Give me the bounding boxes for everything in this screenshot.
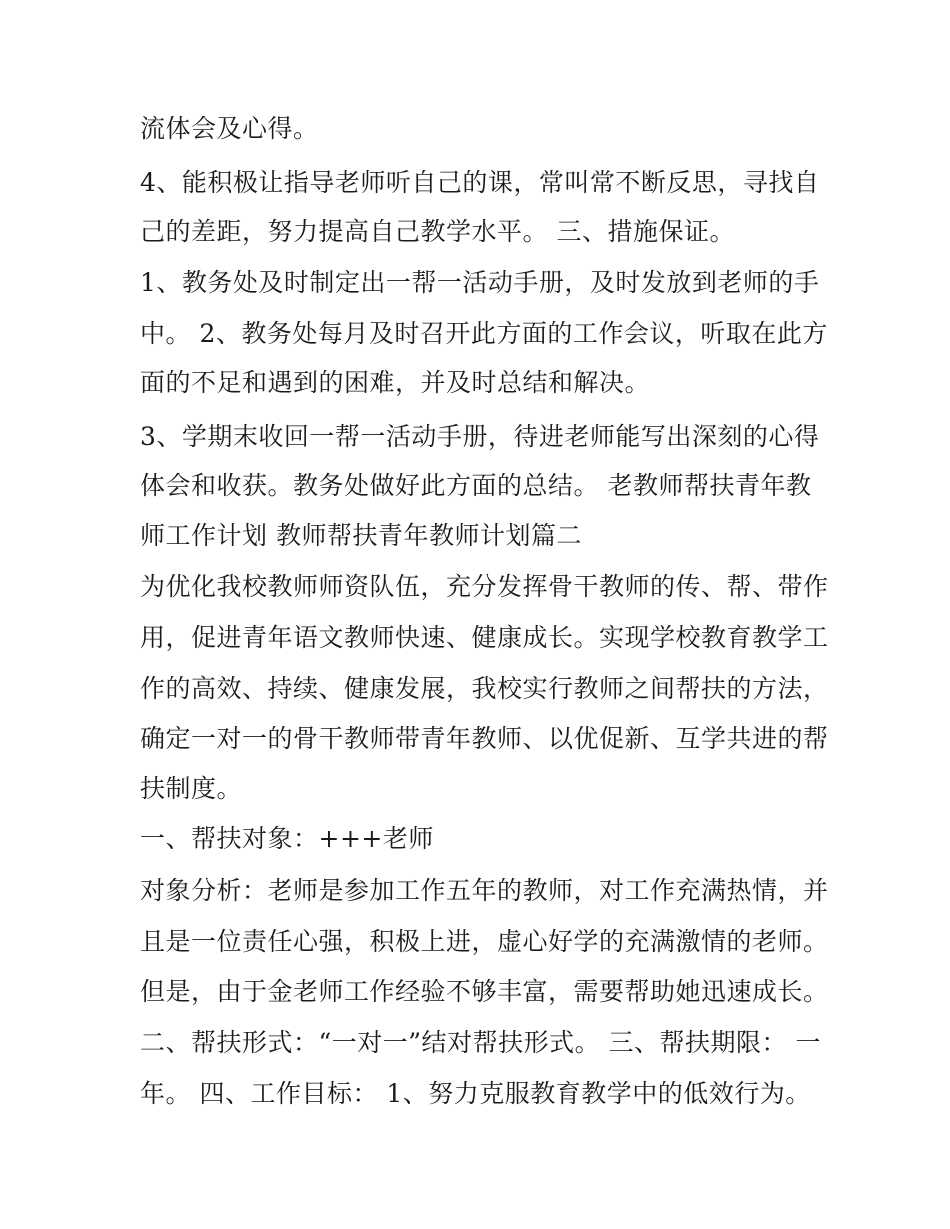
- text-line: 确定一对一的骨干教师带青年教师、以优促新、互学共进的帮: [140, 724, 829, 753]
- text-line: 1、教务处及时制定出一帮一活动手册，及时发放到老师的手: [140, 268, 820, 297]
- text-line: 流体会及心得。: [140, 114, 319, 143]
- text-line: 且是一位责任心强，积极上进，虚心好学的充满激情的老师。: [140, 927, 829, 956]
- text-line: 二、帮扶形式：“一对一”结对帮扶形式。 三、帮扶期限： 一: [140, 1028, 821, 1057]
- text-line: 一、帮扶对象：+++老师: [140, 824, 434, 853]
- text-line: 为优化我校教师师资队伍，充分发挥骨干教师的传、帮、带作: [140, 572, 829, 601]
- text-line: 师工作计划 教师帮扶青年教师计划篇二: [140, 521, 582, 550]
- text-line: 但是，由于金老师工作经验不够丰富，需要帮助她迅速成长。: [140, 977, 829, 1006]
- text-line: 体会和收获。教务处做好此方面的总结。 老教师帮扶青年教: [140, 471, 812, 500]
- text-line: 中。 2、教务处每月及时召开此方面的工作会议，听取在此方: [140, 319, 828, 348]
- text-line: 对象分析：老师是参加工作五年的教师，对工作充满热情，并: [140, 876, 829, 905]
- text-line: 3、学期末收回一帮一活动手册，待进老师能写出深刻的心得: [140, 422, 820, 451]
- text-line: 己的差距，努力提高自己教学水平。 三、措施保证。: [140, 217, 735, 246]
- text-line: 4、能积极让指导老师听自己的课，常叫常不断反思，寻找自: [140, 168, 820, 197]
- text-line: 用，促进青年语文教师快速、健康成长。实现学校教育教学工: [140, 623, 829, 652]
- text-line: 扶制度。: [140, 774, 243, 803]
- text-line: 面的不足和遇到的困难，并及时总结和解决。: [140, 368, 651, 397]
- text-line: 年。 四、工作目标： 1、努力克服教育教学中的低效行为。: [140, 1079, 811, 1108]
- text-line: 作的高效、持续、健康发展，我校实行教师之间帮扶的方法，: [140, 674, 829, 703]
